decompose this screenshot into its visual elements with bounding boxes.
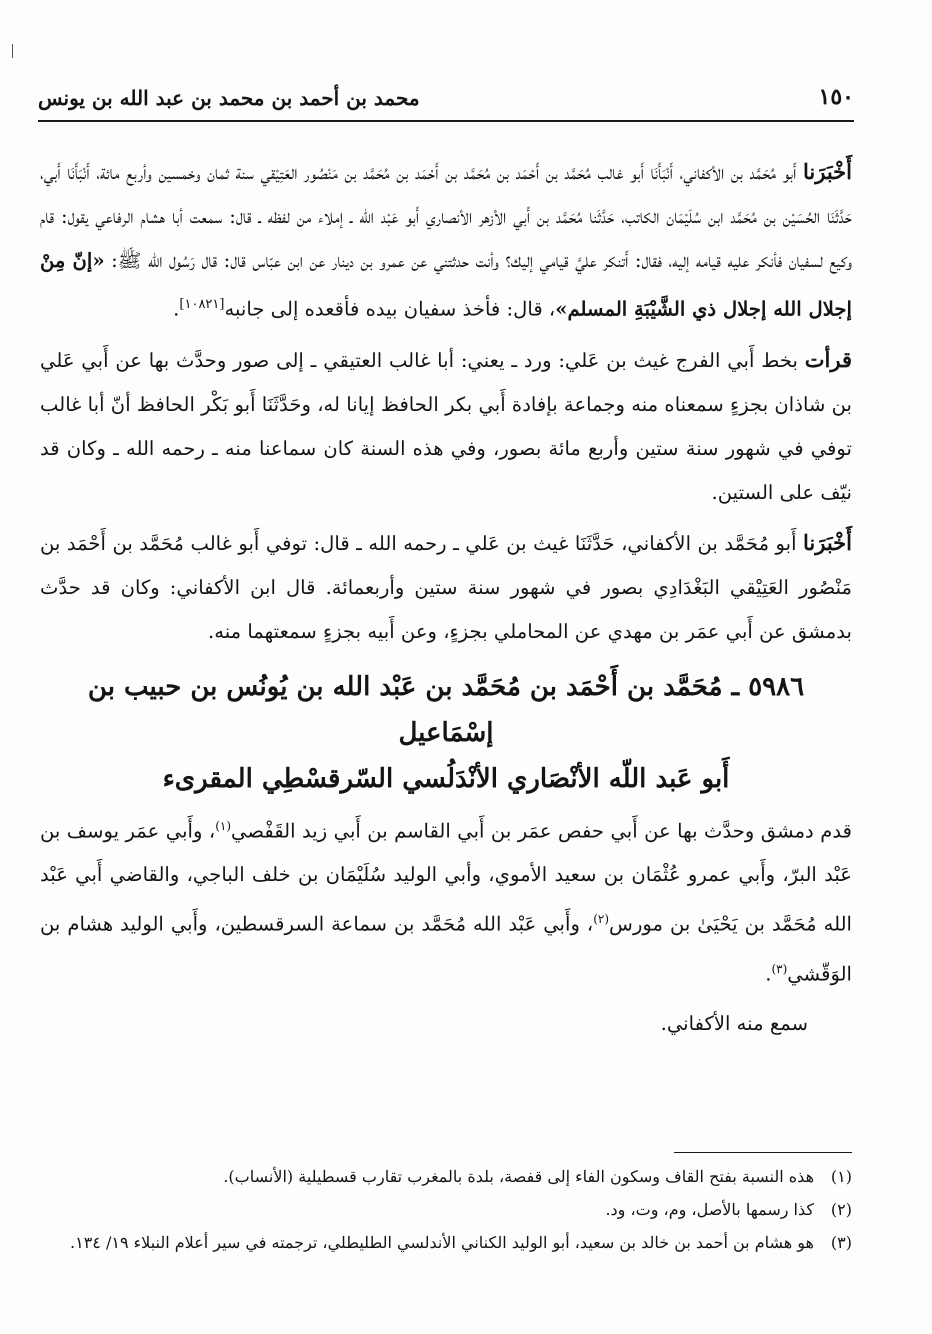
entry-heading-line-1: ٥٩٨٦ ـ مُحَمَّد بن أَحْمَد بن مُحَمَّد بن عَبْد الله بن يُونُس بن حبيب بن إسْمَاعيل [87, 671, 805, 748]
paragraph-text: قدم دمشق وحدَّث بها عن أَبي حفص عمَر بن أَبي القاسم بن أَبي زيد القَفْصي [231, 819, 852, 843]
lead-word: أَخْبَرَنا [803, 529, 852, 555]
footnote-marker-3: (٣) [771, 961, 788, 976]
paragraph-end: . [765, 962, 772, 986]
lead-word: أَخْبَرَنا [803, 159, 852, 184]
footnote-rule [674, 1152, 852, 1153]
footnote [40, 1226, 852, 1259]
paragraph-5 [40, 1002, 852, 1046]
paragraph-text: ، وأَبي عَبْد الله مُحَمَّد بن سماعة السرقسطين، وأَبي الوليد هشام بن الوَقّشي [40, 912, 852, 986]
hadith-quote: «إنّ مِنْ إجلال الله إجلال ذي الشَّيْبَةِ المسلم» [40, 249, 852, 321]
paragraph-1 [40, 150, 852, 332]
lead-word: قرأت [804, 346, 852, 372]
paragraph-tail: ، قال: فأخذ سفيان بيده فأقعده إلى جانبه [224, 297, 556, 321]
paragraph-end: . [173, 297, 180, 321]
paragraph-4 [40, 804, 852, 997]
reference-number: [١٠٨٢١] [179, 297, 225, 312]
footnote-number: (٢) [830, 1200, 852, 1219]
footnote [40, 1160, 852, 1193]
paragraph-text: أَبو مُحَمَّد بن الأكفاني، أَنْبَأَنَا أَبو غالب مُحَمَّد بن أَحْمَد بن مُحَمَّد بن أَحْمَد بن مُحَمَّد بن مَنْصُور العَتِيْقي سنة ثمان وخمسين وأربع مائة، أَنْبَأَنَا أَبي، حَدَّثَنَا الحُسَيْن بن مُحَمَّد ابن سُلَيْمَان الكاتب، حَدَّثَنا مُحَمَّد بن أَبي الأزهر الأنصاري أَبو عَبْد الله ـ إملاء من لفظه ـ قال: سمعت أبا هشام الرفاعي يقول: قام وكيع لسفيان فأنكر عليه قيامه إليه، فقال: أَتنكر عليَّ قيامي إليك؟ وأنت حدثتني عن عمرو بن دينار عن ابن عبّاس قال: قال رَسُول الله ﷺ: [40, 161, 853, 272]
paragraph-text: سمع منه الأكفاني. [660, 1012, 808, 1036]
entry-heading [40, 664, 852, 802]
footnote-number: (٣) [830, 1233, 852, 1252]
footnote-text: كذا رسمها بالأصل، وم، وت، ود. [605, 1200, 814, 1219]
paragraph-text: ، وأَبي عمَر يوسف بن عَبْد البرّ، وأَبي عمرو عُثْمَان بن سعيد الأموي، وأبي الوليد سُلَيْمَان بن خلف الباجي، والقاضي أَبي عَبْد الله مُحَمَّد بن يَحْيَىٰ بن مورس [40, 819, 852, 936]
paragraph-2 [40, 338, 852, 515]
paragraph-text: بخط أَبي الفرج غيث بن عَلي: ورد ـ يعني: أبا غالب العتيقي ـ إلى صور وحدَّث بها عن أَبي عَلي بن شاذان بجزءٍ سمعناه منه وجماعة بإفادة أَبي بكر الحافظ إيانا له، وحَدَّثَنَا أَبو بَكْر الحافظ أنّ أبا غالب توفي في شهور سنة ستين وأربع مائة بصور، وفي هذه السنة كان سماعنا منه ـ رحمه الله ـ وكان قد نيّف على الستين. [40, 348, 852, 504]
footnote-marker-1: (١) [215, 818, 232, 833]
footnote-text: هذه النسبة بفتح القاف وسكون الفاء إلى قفصة، بلدة بالمغرب تقارب قسطيلية (الأنساب). [223, 1167, 814, 1186]
paragraph-text: أَبو مُحَمَّد بن الأكفاني، حَدَّثَنَا غيث بن عَلي ـ رحمه الله ـ قال: توفي أَبو غالب مُحَمَّد بن أَحْمَد بن مَنْصُور العَتِيْقي البَغْدَادِي بصور في شهور سنة ستين وأربعمائة. قال ابن الأكفاني: وكان قد حدَّث بدمشق عن أَبي عمَر بن مهدي عن المحاملي بجزءٍ، وعن أَبيه بجزءٍ سمعتهما منه. [40, 531, 852, 643]
footnote-text: هو هشام بن أحمد بن خالد بن سعيد، أبو الوليد الكناني الأندلسي الطليطلي، ترجمته في سير أعلام النبلاء ١٩/ ١٣٤. [70, 1233, 814, 1252]
footnotes [40, 1160, 852, 1259]
page-header [38, 80, 854, 122]
footnote-marker-2: (٢) [593, 912, 610, 927]
page-number: ١٥٠ [818, 84, 854, 110]
page-body [40, 150, 852, 1052]
footnote [40, 1193, 852, 1226]
margin-mark [12, 44, 13, 58]
paragraph-3 [40, 521, 852, 654]
running-title: محمد بن أحمد بن محمد بن عبد الله بن يونس [38, 86, 420, 110]
footnote-number: (١) [830, 1167, 852, 1186]
entry-heading-line-2: أَبو عَبد اللّه الأنْصَاري الأنْدَلُسي السّرقسْطِي المقرىء [162, 763, 730, 794]
